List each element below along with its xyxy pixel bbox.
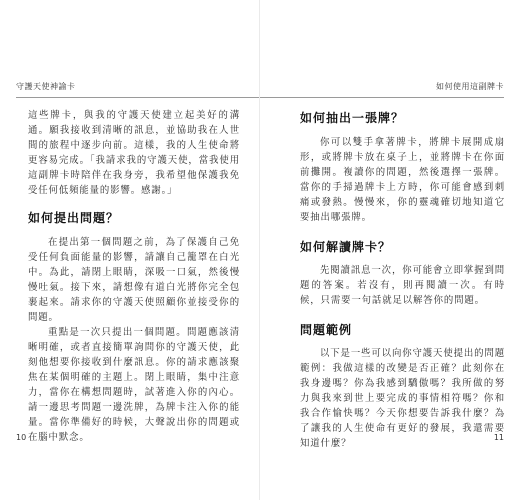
intro-paragraph: 這些牌卡，與我的守護天使建立起美好的溝通。願我接收到清晰的訊息，並協助我在人世間的旅程中逐步向前。這樣，我的人生使命將更容易完成。「我請求我的守護天使，當我使用這副牌卡時陪伴在我身旁，我希望他保護我免受任何低頻能量的影響。感謝。」 bbox=[28, 110, 240, 196]
left-page-content bbox=[28, 108, 240, 445]
paragraph-question-examples: 以下是一些可以向你守護天使提出的問題範例：我做這樣的改變是否正確？此刻你在我身邊嗎？你為我感到驕傲嗎？我所做的努力與我來到世上要完成的事情相符嗎？你和我合作愉快嗎？今天你想要告訴我什麼？為了讓我的人生使命有更好的發展，我還需要知道什麼？ bbox=[300, 348, 505, 449]
paragraph-interpret-card: 先閱讀訊息一次，你可能會立即掌握到問題的答案。若沒有，則再閱讀一次。有時候，只需要一句話就足以解答你的問題。 bbox=[300, 265, 505, 306]
section-title-interpret-card: 如何解讀牌卡？ bbox=[300, 240, 392, 254]
paragraph-one-question: 重點是一次只提出一個問題。問題應該清晰明確，或者直接簡單詢問你的守護天使，此刻他想要你接收到什麼訊息。你的請求應該聚焦在某個明確的主題上。閉上眼睛，集中注意力，當你在構想問題時，試著進入你的內心。請一邊思考問題一邊洗牌，為牌卡注入你的能量。當你準備好的時候，大聲說出你的問題或在腦中默念。 bbox=[28, 327, 240, 443]
header-rule-left bbox=[16, 97, 260, 98]
section-title-ask-question: 如何提出問題？ bbox=[28, 211, 120, 225]
paragraph-protection: 在提出第一個問題之前，為了保護自己免受任何負面能量的影響，請讓自己籠罩在白光中。為此，請閉上眼睛，深吸一口氣，然後慢慢吐氣。接下來，請想像有道白光將你完全包裹起來。請求你的守護天使照顧你並接受你的問題。 bbox=[28, 237, 240, 323]
section-title-draw-card: 如何抽出一張牌？ bbox=[300, 111, 405, 125]
paragraph-draw-card: 你可以雙手拿著牌卡，將牌卡展開成扇形，或將牌卡放在桌子上，並將牌卡在你面前攤開。複讀你的問題，然後選擇一張牌。當你的手掃過牌卡上方時，你可能會感到刺痛或發熱。慢慢來，你的靈魂確切地知道它要抽出哪張牌。 bbox=[300, 137, 505, 223]
right-page-content bbox=[300, 108, 505, 451]
page-number-left: 10 bbox=[16, 433, 27, 442]
running-head-left: 守護天使神諭卡 bbox=[16, 82, 76, 91]
page-number-right: 11 bbox=[493, 433, 504, 442]
header-rule-right bbox=[260, 97, 504, 98]
running-head-right: 如何使用這副牌卡 bbox=[436, 82, 504, 91]
right-page bbox=[260, 0, 520, 500]
section-title-question-examples: 問題範例 bbox=[300, 323, 353, 337]
